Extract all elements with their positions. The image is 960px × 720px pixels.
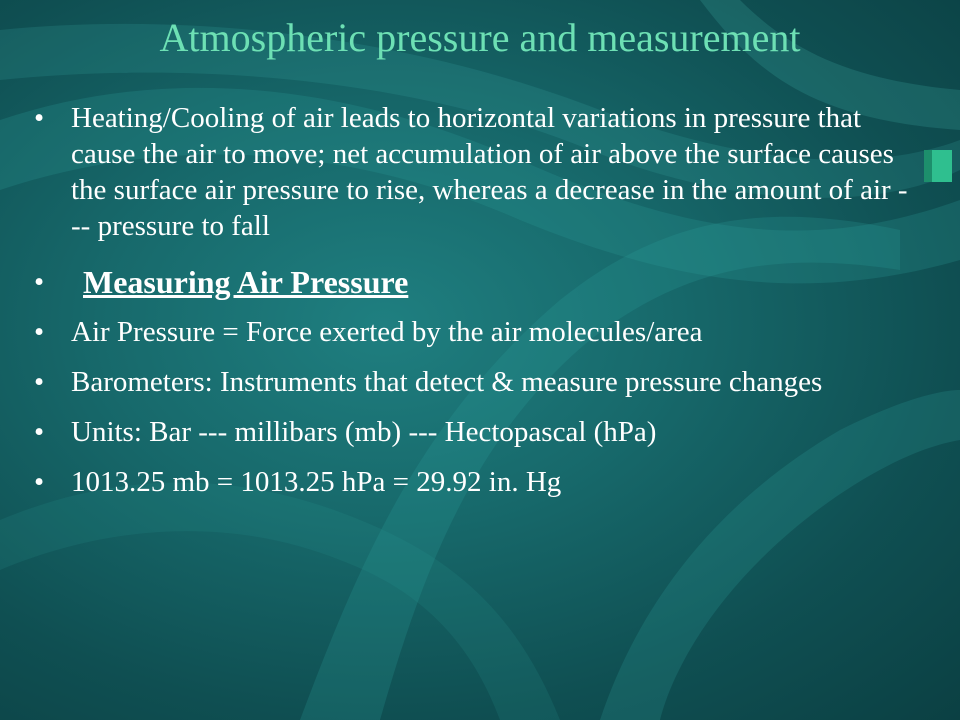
bullet-text: Air Pressure = Force exerted by the air molecules/area [71,316,703,348]
bullet-text: Barometers: Instruments that detect & measure pressure changes [71,366,823,398]
section-heading: Measuring Air Pressure [83,264,409,300]
slide-title: Atmospheric pressure and measurement [159,15,801,60]
bullet-item [34,464,914,500]
bullet-item-heading [34,264,914,302]
bullet-text: Heating/Cooling of air leads to horizontal variations in pressure that cause the air to move; net accumulation of air above the surface causes the surface air pressure to rise, whereas a decrease in the amount of air --- pressure to fall [71,102,908,242]
bullet-marker: • [34,316,45,348]
bullet-marker: • [34,366,45,398]
bullet-item [34,314,914,350]
bullet-item [34,100,914,244]
bullet-text: Units: Bar --- millibars (mb) --- Hectopascal (hPa) [71,416,657,448]
side-accent-tab [924,150,952,182]
bullet-list [34,100,914,500]
bullet-text: 1013.25 mb = 1013.25 hPa = 29.92 in. Hg [71,466,562,498]
bullet-marker: • [34,102,45,134]
bullet-marker: • [34,266,45,298]
bullet-item [34,364,914,400]
bullet-item [34,414,914,450]
bullet-marker: • [34,416,45,448]
bullet-marker: • [34,466,45,498]
